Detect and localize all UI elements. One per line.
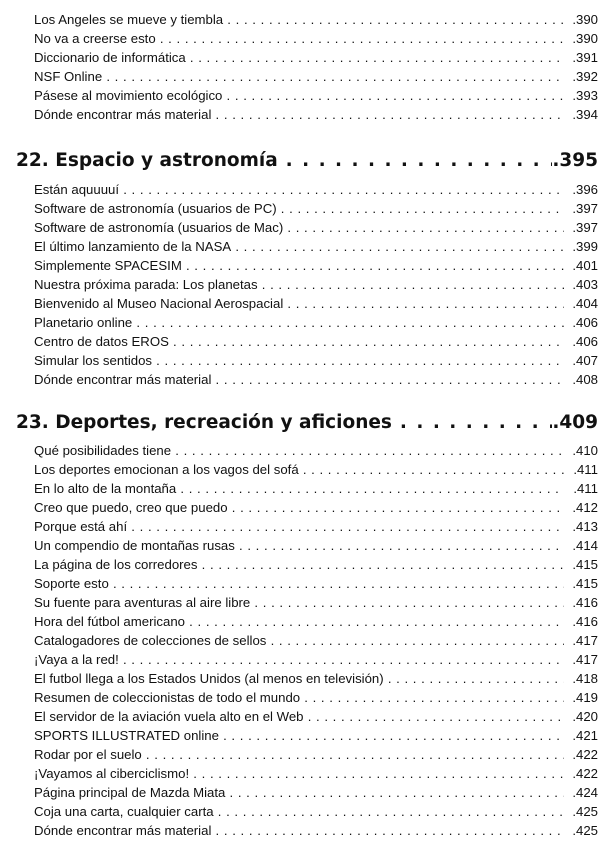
- toc-entry-page: .392: [572, 69, 598, 84]
- toc-entry-page: .408: [572, 372, 598, 387]
- toc-entry[interactable]: [34, 745, 598, 764]
- toc-entry-title: El servidor de la aviación vuela alto en el Web . . .: [34, 707, 564, 726]
- toc-entry-page: .425: [572, 804, 598, 819]
- toc-entry-title: Dónde encontrar más material . . .: [34, 370, 564, 389]
- toc-entry-page: .420: [572, 709, 598, 724]
- toc-entry-title: Software de astronomía (usuarios de PC) . . .: [34, 199, 564, 218]
- toc-entry-page: .397: [572, 220, 598, 235]
- toc-entry-page: .422: [572, 747, 598, 762]
- toc-entry-page: .418: [572, 671, 598, 686]
- toc-entry[interactable]: [34, 256, 598, 275]
- chapter-22-heading[interactable]: [16, 148, 598, 174]
- chapter-23-heading[interactable]: [16, 410, 598, 436]
- toc-entry[interactable]: [34, 517, 598, 536]
- toc-entry-title: Nuestra próxima parada: Los planetas . . .: [34, 275, 564, 294]
- toc-entry[interactable]: [34, 650, 598, 669]
- toc-entry-title: SPORTS ILLUSTRATED online . . .: [34, 726, 564, 745]
- toc-entry-page: .414: [572, 538, 598, 553]
- toc-entry[interactable]: [34, 313, 598, 332]
- toc-entry[interactable]: [34, 498, 598, 517]
- toc-entry-title: El futbol llega a los Estados Unidos (al menos en televisión) . . .: [34, 669, 564, 688]
- toc-entry[interactable]: [34, 237, 598, 256]
- toc-entry-page: .410: [572, 443, 598, 458]
- toc-entry-title: Bienvenido al Museo Nacional Aerospacial . . .: [34, 294, 564, 313]
- toc-entry-title: Soporte esto . . .: [34, 574, 564, 593]
- toc-entry[interactable]: [34, 441, 598, 460]
- toc-entry-page: .413: [572, 519, 598, 534]
- toc-entry-page: .424: [572, 785, 598, 800]
- toc-entry[interactable]: [34, 180, 598, 199]
- toc-entry-page: .422: [572, 766, 598, 781]
- toc-entry-page: .412: [572, 500, 598, 515]
- toc-entry-title: El último lanzamiento de la NASA . . .: [34, 237, 564, 256]
- toc-entry-title: Dónde encontrar más material . . .: [34, 821, 564, 840]
- toc-entry[interactable]: [34, 669, 598, 688]
- toc-entry[interactable]: [34, 574, 598, 593]
- toc-entry-title: Creo que puedo, creo que puedo . . .: [34, 498, 564, 517]
- toc-entry[interactable]: [34, 294, 598, 313]
- toc-entry-page: .401: [572, 258, 598, 273]
- toc-entry[interactable]: [34, 536, 598, 555]
- toc-entry-title: Están aquuuuí . . .: [34, 180, 564, 199]
- toc-entry-title: Catalogadores de colecciones de sellos . . .: [34, 631, 564, 650]
- toc-entry[interactable]: [34, 218, 598, 237]
- toc-entry-title: Diccionario de informática . . .: [34, 48, 564, 67]
- toc-entry-page: .419: [572, 690, 598, 705]
- toc-entry-title: ¡Vaya a la red! . . .: [34, 650, 564, 669]
- toc-entry-page: .415: [572, 557, 598, 572]
- toc-entry[interactable]: [34, 199, 598, 218]
- toc-entry[interactable]: [34, 370, 598, 389]
- chapter-23-entries: [34, 441, 598, 840]
- toc-entry-title: Pásese al movimiento ecológico . . .: [34, 86, 564, 105]
- toc-entry-title: Resumen de coleccionistas de todo el mundo . . .: [34, 688, 564, 707]
- toc-entry-page: .406: [572, 334, 598, 349]
- toc-entry-title: Simplemente SPACESIM . . .: [34, 256, 564, 275]
- toc-entry-title: Dónde encontrar más material . . .: [34, 105, 564, 124]
- chapter-22-title: 22. Espacio y astronomía . . .: [16, 148, 558, 174]
- toc-entry-page: .406: [572, 315, 598, 330]
- toc-entry-page: .399: [572, 239, 598, 254]
- toc-entry-title: Planetario online . . .: [34, 313, 564, 332]
- toc-entry-page: .396: [572, 182, 598, 197]
- toc-entry[interactable]: [34, 351, 598, 370]
- toc-entry[interactable]: [34, 783, 598, 802]
- toc-entry-page: .417: [572, 633, 598, 648]
- toc-entry[interactable]: [34, 460, 598, 479]
- toc-entry[interactable]: [34, 105, 598, 124]
- chapter-23-title: 23. Deportes, recreación y aficiones . . .: [16, 410, 558, 436]
- toc-entry[interactable]: [34, 707, 598, 726]
- toc-entry-page: .403: [572, 277, 598, 292]
- toc-entry-page: .404: [572, 296, 598, 311]
- toc-entry[interactable]: [34, 821, 598, 840]
- toc-entry-page: .407: [572, 353, 598, 368]
- toc-entry-page: .411: [573, 481, 598, 496]
- toc-entry-title: Rodar por el suelo . . .: [34, 745, 564, 764]
- toc-entry[interactable]: [34, 555, 598, 574]
- toc-entry-page: .391: [572, 50, 598, 65]
- toc-entry-page: .416: [572, 614, 598, 629]
- toc-entry-title: Los Angeles se mueve y tiembla . . .: [34, 10, 564, 29]
- toc-entry-title: Centro de datos EROS . . .: [34, 332, 564, 351]
- toc-entry-title: Porque está ahí . . .: [34, 517, 564, 536]
- toc-entry[interactable]: [34, 67, 598, 86]
- chapter-23-page: .409: [552, 410, 598, 436]
- toc-entry-title: Simular los sentidos . . .: [34, 351, 564, 370]
- toc-entry[interactable]: [34, 593, 598, 612]
- chapter-22-page: .395: [552, 148, 598, 174]
- toc-entry[interactable]: [34, 726, 598, 745]
- toc-entry-page: .390: [572, 31, 598, 46]
- toc-entry-page: .417: [572, 652, 598, 667]
- toc-entry[interactable]: [34, 275, 598, 294]
- toc-entry-page: .415: [572, 576, 598, 591]
- toc-entry[interactable]: [34, 479, 598, 498]
- toc-entry-title: NSF Online . . .: [34, 67, 564, 86]
- toc-entry-title: Coja una carta, cualquier carta . . .: [34, 802, 564, 821]
- toc-entry-title: Página principal de Mazda Miata . . .: [34, 783, 564, 802]
- toc-entry[interactable]: [34, 802, 598, 821]
- chapter-22-entries: [34, 180, 598, 389]
- toc-entry-page: .397: [572, 201, 598, 216]
- toc-entry[interactable]: [34, 688, 598, 707]
- toc-entry[interactable]: [34, 332, 598, 351]
- toc-entry[interactable]: [34, 631, 598, 650]
- toc-entry-title: Su fuente para aventuras al aire libre . . .: [34, 593, 564, 612]
- toc-entry-title: En lo alto de la montaña . . .: [34, 479, 564, 498]
- toc-entry[interactable]: [34, 29, 598, 48]
- toc-entry-page: .416: [572, 595, 598, 610]
- toc-entry-title: No va a creerse esto . . .: [34, 29, 564, 48]
- toc-section-top: [34, 10, 598, 124]
- toc-entry-page: .425: [572, 823, 598, 838]
- toc-entry[interactable]: [34, 612, 598, 631]
- toc-entry[interactable]: [34, 10, 598, 29]
- toc-entry-title: La página de los corredores . . .: [34, 555, 564, 574]
- toc-entry-title: Hora del fútbol americano . . .: [34, 612, 564, 631]
- toc-entry-title: ¡Vayamos al ciberciclismo! . . .: [34, 764, 564, 783]
- toc-entry-page: .421: [572, 728, 598, 743]
- toc-entry-title: Los deportes emocionan a los vagos del sofá . . .: [34, 460, 564, 479]
- toc-entry-title: Software de astronomía (usuarios de Mac) . . .: [34, 218, 564, 237]
- toc-entry[interactable]: [34, 764, 598, 783]
- toc-entry-page: .390: [572, 12, 598, 27]
- toc-entry[interactable]: [34, 48, 598, 67]
- toc-entry-page: .411: [573, 462, 598, 477]
- toc-entry-page: .394: [572, 107, 598, 122]
- toc-entry-page: .393: [572, 88, 598, 103]
- toc-entry-title: Un compendio de montañas rusas . . .: [34, 536, 564, 555]
- toc-entry-title: Qué posibilidades tiene . . .: [34, 441, 564, 460]
- toc-entry[interactable]: [34, 86, 598, 105]
